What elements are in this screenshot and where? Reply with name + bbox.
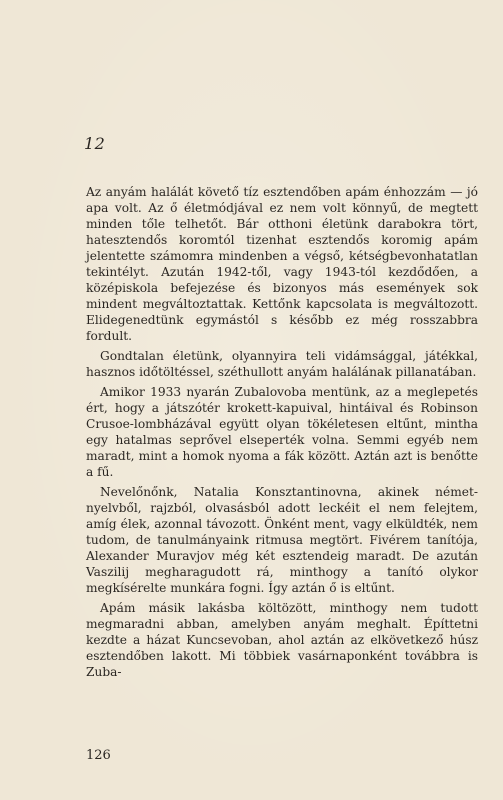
paragraph: Amikor 1933 nyarán Zubalovoba mentünk, az a meglepetés ért, hogy a játszótér krokett-kapuival, hintáival és Robinson Crusoe-lombházával együtt olyan tökéletesen eltűnt, mintha egy hatalmas seprővel elseperték volna. Semmi egyéb nem maradt, mint a homok nyoma a fák között. Aztán azt is benőtte a fű. [86, 385, 478, 479]
page-number: 126 [86, 748, 111, 763]
paragraph: Apám másik lakásba költözött, minthogy nem tudott megmaradni abban, amelyben anyám meghalt. Építtetni kezdte a házat Kuncsevoban, ahol aztán az elkövetkező húsz esztendőben lakott. Mi többiek vasárnaponként továbbra is Zuba- [86, 601, 478, 679]
paragraph: Gondtalan életünk, olyannyira teli vidámsággal, játékkal, hasznos időtöltéssel, széthullott anyám halálának pillanatában. [86, 349, 478, 379]
chapter-number: 12 [84, 134, 106, 153]
body-text [86, 184, 478, 680]
paragraph: Nevelőnőnk, Natalia Konsztantinovna, akinek német-nyelvből, rajzból, olvasásból adott leckéit el nem felejtem, amíg élek, azonnal távozott. Önként ment, vagy elküldték, nem tudom, de tanulmányaink ritmusa megtört. Fivérem tanítója, Alexander Muravjov még két esztendeig maradt. De azután Vaszilij megharagudott rá, minthogy a tanító olykor megkísérelte munkára fogni. Így aztán ő is eltűnt. [86, 485, 478, 595]
paragraph: Az anyám halálát követő tíz esztendőben apám énhozzám — jó apa volt. Az ő életmódjával ez nem volt könnyű, de megtett minden tőle telhetőt. Bár otthoni életünk darabokra tört, hatesztendős koromtól tizenhat esztendős koromig apám jelentette számomra mindenben a végső, kétségbevonhatatlan tekintélyt. Azután 1942-től, vagy 1943-tól kezdődően, a középiskola befejezése és bizonyos más események sok mindent megváltoztattak. Kettőnk kapcsolata is megváltozott. Elidegenedtünk egymástól s később ez még rosszabbra fordult. [86, 185, 478, 343]
